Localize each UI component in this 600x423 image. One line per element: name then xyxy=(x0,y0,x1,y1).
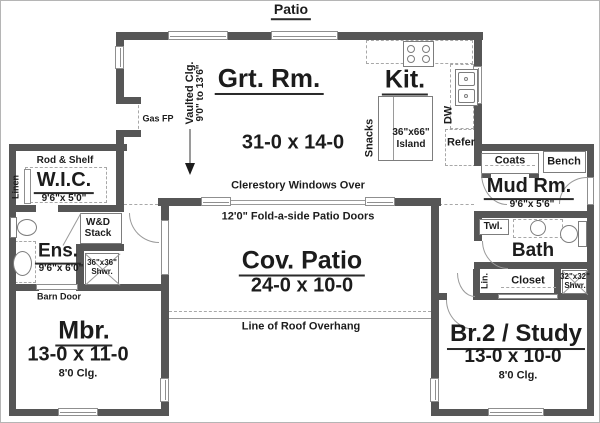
great-room-label: Grt. Rm. xyxy=(215,65,324,95)
patio-label: Patio xyxy=(271,2,311,20)
firebox-opening xyxy=(116,104,124,130)
great-room-dims: 31-0 x 14-0 xyxy=(241,131,345,154)
window xyxy=(430,378,439,402)
closet-label: Closet xyxy=(511,274,545,287)
dishwasher-label: DW xyxy=(442,105,455,125)
bath-label: Bath xyxy=(511,240,555,262)
toilet-bowl xyxy=(17,219,37,236)
shower36-size-label: 36"x36" xyxy=(87,257,117,267)
shower36-label: Shwr. xyxy=(91,266,113,276)
fireplace-side xyxy=(116,97,141,104)
window xyxy=(58,408,98,416)
bath-linen-label: Lin. xyxy=(479,273,490,289)
vaulted-ceiling-arrow-head xyxy=(185,163,195,175)
wic-label: W.I.C. xyxy=(34,170,94,194)
wall xyxy=(116,144,124,211)
coats-label: Coats xyxy=(494,154,526,167)
kitchen-label: Kit. xyxy=(382,67,428,96)
ensuite-label: Ens. xyxy=(35,242,81,265)
vaulted-line2: 9'0" to 13'6" xyxy=(195,64,207,122)
patio-slab-edge xyxy=(169,318,431,319)
fold-door-track xyxy=(229,204,369,205)
wall xyxy=(9,284,39,291)
roof-overhang-stub-left xyxy=(124,204,158,205)
wall xyxy=(9,144,127,151)
wall xyxy=(474,144,594,151)
hall-pocket-door xyxy=(161,220,169,275)
linen-label: Linen xyxy=(10,175,21,199)
wall xyxy=(474,211,594,218)
wall xyxy=(76,205,124,212)
mud-room-dims: 9'6"x 5'6" xyxy=(509,198,555,210)
window xyxy=(115,46,124,69)
snacks-label: Snacks xyxy=(363,118,376,158)
window xyxy=(365,197,395,206)
shower32-label: Shwr. xyxy=(564,280,586,290)
roof-overhang-label: Line of Roof Overhang xyxy=(241,320,361,333)
island-size-label: 36"x66" xyxy=(392,126,430,138)
window xyxy=(201,197,231,206)
closet-sliding-doors xyxy=(498,294,558,299)
bath-sink-icon xyxy=(530,220,546,236)
bench-label: Bench xyxy=(547,155,581,168)
fireplace-front-dash xyxy=(138,100,139,134)
closet-dash xyxy=(501,287,556,288)
barn-door-slab xyxy=(36,284,78,290)
barn-door-label: Barn Door xyxy=(36,291,82,302)
ensuite-sink-icon xyxy=(13,251,32,276)
drain xyxy=(464,94,468,98)
burner-icon xyxy=(422,45,430,53)
roof-overhang-stub-right xyxy=(439,204,474,205)
refrigerator-label: Refer xyxy=(446,136,476,149)
toilet-tank xyxy=(578,221,587,247)
window xyxy=(168,31,228,40)
fold-door-note: 12'0" Fold-a-side Patio Doors xyxy=(221,210,375,223)
gas-fireplace-label: Gas FP xyxy=(142,113,174,124)
island-label: Island xyxy=(396,138,426,150)
master-label: Mbr. xyxy=(55,318,112,347)
burner-icon xyxy=(422,55,430,63)
window xyxy=(160,378,169,402)
cov-patio-dims: 24-0 x 10-0 xyxy=(250,274,354,297)
drain xyxy=(464,77,468,81)
toilet-icon xyxy=(10,217,17,238)
clerestory-note: Clerestory Windows Over xyxy=(231,179,365,192)
wic-dims: 9'6"x 5'0" xyxy=(41,192,87,204)
vaulted-ceiling-note xyxy=(185,62,207,125)
vaulted-line1: Vaulted Clg. xyxy=(184,61,197,125)
fireplace-side xyxy=(116,130,141,137)
burner-icon xyxy=(407,55,415,63)
towel-label: Twl. xyxy=(483,220,503,232)
linen-door-slab xyxy=(24,169,31,204)
master-ceiling: 8'0 Clg. xyxy=(58,367,98,380)
window xyxy=(488,408,544,416)
wall xyxy=(76,244,124,251)
fold-door-track xyxy=(229,200,369,201)
bedroom2-dims: 13-0 x 10-0 xyxy=(464,346,562,368)
wall xyxy=(9,205,36,212)
roof-overhang-line xyxy=(169,311,431,312)
wd-label-1: W&D xyxy=(86,216,110,228)
ensuite-dims: 9'6"x 6'0" xyxy=(38,262,84,274)
shower32-size-label: 32"x32" xyxy=(560,271,590,281)
bedroom2-label: Br.2 / Study xyxy=(447,322,585,350)
vaulted-ceiling-arrow-line xyxy=(189,129,191,163)
door-arc xyxy=(129,213,159,243)
bedroom2-ceiling: 8'0 Clg. xyxy=(498,369,538,382)
mudroom-entry-opening xyxy=(587,177,594,205)
mud-room-label: Mud Rm. xyxy=(484,176,574,200)
wall xyxy=(58,205,76,212)
door-arc xyxy=(457,273,475,297)
master-dims: 13-0 x 11-0 xyxy=(27,343,129,366)
toilet-bowl xyxy=(560,225,578,243)
cov-patio-label: Cov. Patio xyxy=(239,248,365,277)
wd-label-2: Stack xyxy=(84,227,112,239)
window xyxy=(271,31,338,40)
burner-icon xyxy=(407,45,415,53)
rod-shelf-label: Rod & Shelf xyxy=(36,154,94,166)
